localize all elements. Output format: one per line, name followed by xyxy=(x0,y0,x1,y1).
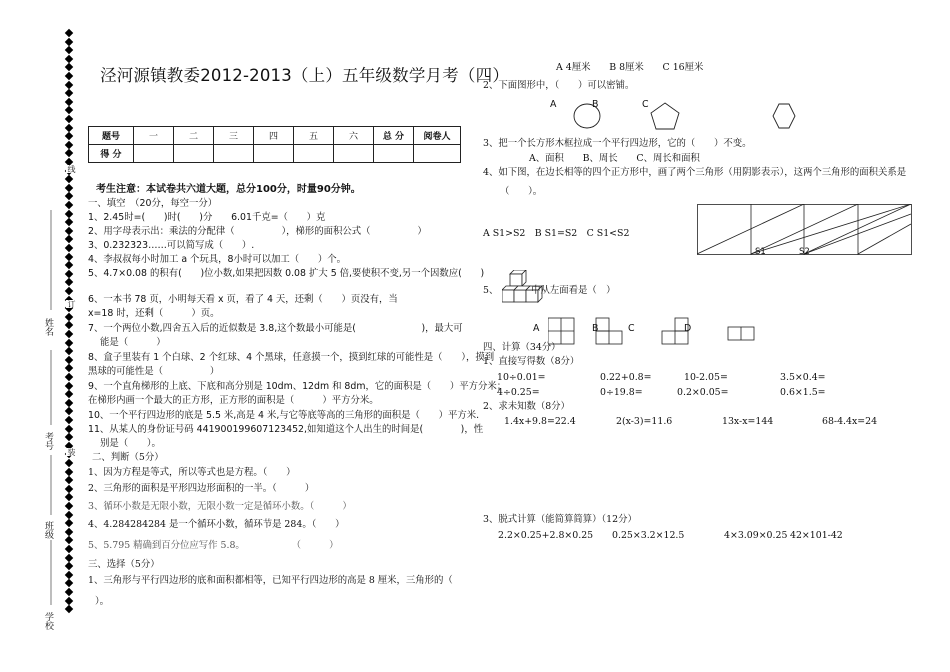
stepwise-calc-item: 4×3.09×0.25 xyxy=(724,530,788,541)
score-header-cell: 总 分 xyxy=(374,127,414,145)
diamond-mark xyxy=(65,373,73,381)
direct-calc-item: 0.6×1.5= xyxy=(780,387,826,398)
score-header-cell: 五 xyxy=(294,127,334,145)
section2-line: 3、循环小数是无限小数，无限小数一定是循环小数。（ ） xyxy=(88,501,352,512)
exam-notice: 考生注意：本试卷共六道大题，总分100分，时量90分钟。 xyxy=(96,184,361,195)
score-input-cell[interactable] xyxy=(414,145,461,163)
equation-item: 68-4.4x=24 xyxy=(822,416,878,427)
label-line: 线 xyxy=(67,165,76,173)
diamond-mark xyxy=(65,536,73,544)
direct-calc-item: 3.5×0.4= xyxy=(780,372,826,383)
section1-line: 能是（ ） xyxy=(100,337,166,348)
shape-label-a: A xyxy=(550,99,557,110)
diamond-mark xyxy=(65,287,73,295)
score-table xyxy=(88,126,461,163)
diamond-mark xyxy=(65,63,73,71)
diamond-mark xyxy=(65,381,73,389)
figure-label-s1: S1 xyxy=(755,247,766,257)
direct-calc-item: 0÷19.8= xyxy=(600,387,643,398)
diamond-mark xyxy=(65,321,73,329)
diamond-mark xyxy=(65,149,73,157)
score-header-cell: 题号 xyxy=(89,127,134,145)
section1-line: x=18 时，还剩（ ）页。 xyxy=(88,308,220,319)
score-input-cell[interactable] xyxy=(214,145,254,163)
diamond-mark xyxy=(65,519,73,527)
diamond-mark xyxy=(65,476,73,484)
diamond-mark xyxy=(65,338,73,346)
section1-line: 黑球的可能性是（ ） xyxy=(88,366,220,377)
diamond-mark xyxy=(65,192,73,200)
shape-label-b: B xyxy=(592,99,599,110)
score-input-cell[interactable] xyxy=(254,145,294,163)
section4-sub2: 2、求未知数（8分） xyxy=(483,401,570,412)
section1-line: 5、4.7×0.08 的积有( )位小数,如果把因数 0.08 扩大 5 倍,要使积不变,另一个因数应( ) xyxy=(88,268,485,279)
diamond-mark xyxy=(65,175,73,183)
score-input-cell[interactable] xyxy=(334,145,374,163)
pentagon-shape xyxy=(651,103,679,129)
direct-calc-item: 0.2×0.05= xyxy=(677,387,729,398)
section3-q1-options: A 4厘米 B 8厘米 C 16厘米 xyxy=(556,62,704,73)
hexagon-shape xyxy=(773,104,795,128)
section2-line: 4、4.284284284 是一个循环小数，循环节是 284。（ ） xyxy=(88,519,345,530)
section3-q3: 3、把一个长方形木框拉成一个平行四边形，它的（ ）不变。 xyxy=(483,138,752,149)
diamond-mark xyxy=(65,244,73,252)
diamond-mark xyxy=(65,605,73,613)
exam-title: 泾河源镇教委2012-2013（上）五年级数学月考（四） xyxy=(100,66,510,85)
label-class: 班级 xyxy=(43,521,53,539)
diamond-mark xyxy=(65,261,73,269)
stepwise-calc-item: 2.2×0.25+2.8×0.25 xyxy=(498,530,594,541)
diamond-mark xyxy=(65,252,73,260)
stepwise-calc-item: 42×101-42 xyxy=(790,530,843,541)
diamond-mark xyxy=(65,416,73,424)
diamond-mark xyxy=(65,390,73,398)
section1-line: 6、一本书 78 页，小明每天看 x 页，看了 4 天，还剩（ ）页没有，当 xyxy=(88,294,398,305)
figure-label-s2: S2 xyxy=(799,247,810,257)
diamond-mark xyxy=(65,209,73,217)
score-input-cell[interactable] xyxy=(134,145,174,163)
view-label-a: A xyxy=(533,323,540,334)
section3-q3-options: A、面积 B、周长 C、周长和面积 xyxy=(529,153,700,164)
section1-line: 11、从某人的身份证号码 441900199607123452,如知道这个人出生的时间是( )，性 xyxy=(88,424,484,435)
diamond-mark xyxy=(65,29,73,37)
section1-line: 2、用字母表示出：乘法的分配律（ ），梯形的面积公式（ ） xyxy=(88,226,427,237)
section1-line: 3、0.232323……可以简写成（ ）. xyxy=(88,240,255,251)
diamond-mark xyxy=(65,106,73,114)
section1-heading: 一、填空 （20分，每空一分） xyxy=(88,198,218,209)
stepwise-calc-item: 0.25×3.2×12.5 xyxy=(612,530,685,541)
section2-line: 2、三角形的面积是平形四边形面积的一半。（ ） xyxy=(88,483,315,494)
diamond-mark xyxy=(65,37,73,45)
score-table-header-row xyxy=(89,127,461,145)
label-order: 订 xyxy=(67,300,76,308)
score-input-cell[interactable] xyxy=(374,145,414,163)
section3-q1: 1、三角形与平行四边形的底和面积都相等，已知平行四边形的高是 8 厘米，三角形的（ xyxy=(88,575,453,586)
equation-item: 13x-x=144 xyxy=(722,416,774,427)
section1-line: 7、一个两位小数,四舍五入后的近似数是 3.8,这个数最小可能是( )，最大可 xyxy=(88,323,463,334)
direct-calc-item: 10-2.05= xyxy=(684,372,728,383)
section1-line: 10、一个平行四边形的底是 5.5 米,高是 4 米,与它等底等高的三角形的面积是（ ）平方米. xyxy=(88,410,480,421)
view-label-b: B xyxy=(592,323,599,334)
diamond-mark xyxy=(65,132,73,140)
diamond-mark xyxy=(65,72,73,80)
diamond-mark xyxy=(65,433,73,441)
section1-line: 4、李叔叔每小时加工 a 个玩具，8小时可以加工（ ）个。 xyxy=(88,254,347,265)
section3-q5: 5、 中从左面看是（ ） xyxy=(483,285,616,296)
section3-q4: 4、如下图，在边长相等的四个正方形中，画了两个三角形（用阴影表示），这两个三角形的面积关系是 xyxy=(483,167,907,178)
section3-q4-options: A S1>S2 B S1=S2 C S1<S2 xyxy=(483,228,630,239)
diamond-mark xyxy=(65,424,73,432)
direct-calc-item: 4÷0.25= xyxy=(497,387,540,398)
section2-heading: 二、判断（5分） xyxy=(92,452,164,463)
diamond-mark xyxy=(65,588,73,596)
diamond-mark xyxy=(65,579,73,587)
diamond-mark xyxy=(65,46,73,54)
view-options-figures xyxy=(548,316,768,346)
score-input-cell[interactable] xyxy=(294,145,334,163)
section3-q1-end: ）。 xyxy=(95,596,110,607)
student-info-lines xyxy=(50,210,53,630)
section1-line: 9、一个直角梯形的上底、下底和高分别是 10dm、12dm 和 8dm，它的面积是（ ）平方分米； xyxy=(88,381,507,392)
direct-calc-item: 10÷0.01= xyxy=(497,372,546,383)
circle-shape xyxy=(574,104,600,128)
diamond-mark xyxy=(65,278,73,286)
label-bind: 装 xyxy=(67,448,76,456)
section1-line: 8、盒子里装有 1 个白球、2 个红球、4 个黑球，任意摸一个，摸到红球的可能性是（ ），摸到 xyxy=(88,352,495,363)
equation-item: 1.4x+9.8=22.4 xyxy=(504,416,576,427)
score-header-cell: 六 xyxy=(334,127,374,145)
diamond-mark xyxy=(65,545,73,553)
view-option-b xyxy=(596,318,609,331)
view-label-d: D xyxy=(684,323,692,334)
diamond-mark xyxy=(65,510,73,518)
equation-item: 2(x-3)=11.6 xyxy=(616,416,673,427)
score-table-score-row xyxy=(89,145,461,163)
diamond-mark xyxy=(65,502,73,510)
diamond-mark xyxy=(65,364,73,372)
section4-sub3: 3、脱式计算（能简算简算）（12分） xyxy=(483,514,637,525)
label-name: 姓名 xyxy=(43,318,53,336)
diamond-mark xyxy=(65,123,73,131)
diamond-mark xyxy=(65,115,73,123)
view-label-c: C xyxy=(628,323,635,334)
section3-q4-end: （ ）。 xyxy=(500,186,543,197)
diamond-mark xyxy=(65,562,73,570)
diamond-mark xyxy=(65,89,73,97)
tiling-shapes xyxy=(568,100,808,134)
diamond-mark xyxy=(65,553,73,561)
binding-margin-diamonds xyxy=(64,30,76,615)
score-input-cell[interactable] xyxy=(174,145,214,163)
shape-label-c: C xyxy=(642,99,649,110)
section3-q2: 2、下面图形中，（ ）可以密铺。 xyxy=(483,80,635,91)
section2-line: 1、因为方程是等式，所以等式也是方程。（ ） xyxy=(88,467,296,478)
score-header-cell: 阅卷人 xyxy=(414,127,461,145)
label-exam-number: 考号 xyxy=(43,432,53,450)
direct-calc-item: 0.22+0.8= xyxy=(600,372,652,383)
section1-line: 别是（ ）。 xyxy=(100,438,161,449)
diamond-mark xyxy=(65,347,73,355)
section2-line: 5、5.795 精确到百分位应写作 5.8。 （ ） xyxy=(88,540,339,551)
diamond-mark xyxy=(65,201,73,209)
diamond-mark xyxy=(65,596,73,604)
score-header-cell: 三 xyxy=(214,127,254,145)
diamond-mark xyxy=(65,330,73,338)
diamond-mark xyxy=(65,493,73,501)
label-school: 学校 xyxy=(43,612,53,630)
score-header-cell: 二 xyxy=(174,127,214,145)
diamond-mark xyxy=(65,407,73,415)
section4-sub1: 1、直接写得数（8分） xyxy=(483,356,580,367)
score-header-cell: 四 xyxy=(254,127,294,145)
score-row-label: 得 分 xyxy=(89,145,134,163)
diamond-mark xyxy=(65,459,73,467)
section4-heading: 四、计算（34分） xyxy=(483,342,561,353)
diamond-mark xyxy=(65,80,73,88)
section1-line: 在梯形内画一个最大的正方形，正方形的面积是（ ）平方分米。 xyxy=(88,395,379,406)
diamond-mark xyxy=(65,467,73,475)
diamond-mark xyxy=(65,218,73,226)
diamond-mark xyxy=(65,235,73,243)
score-header-cell: 一 xyxy=(134,127,174,145)
section1-line: 1、2.45时=( )时( )分 6.01千克=（ ）克 xyxy=(88,212,326,223)
section3-heading: 三、选择（5分） xyxy=(88,559,160,570)
